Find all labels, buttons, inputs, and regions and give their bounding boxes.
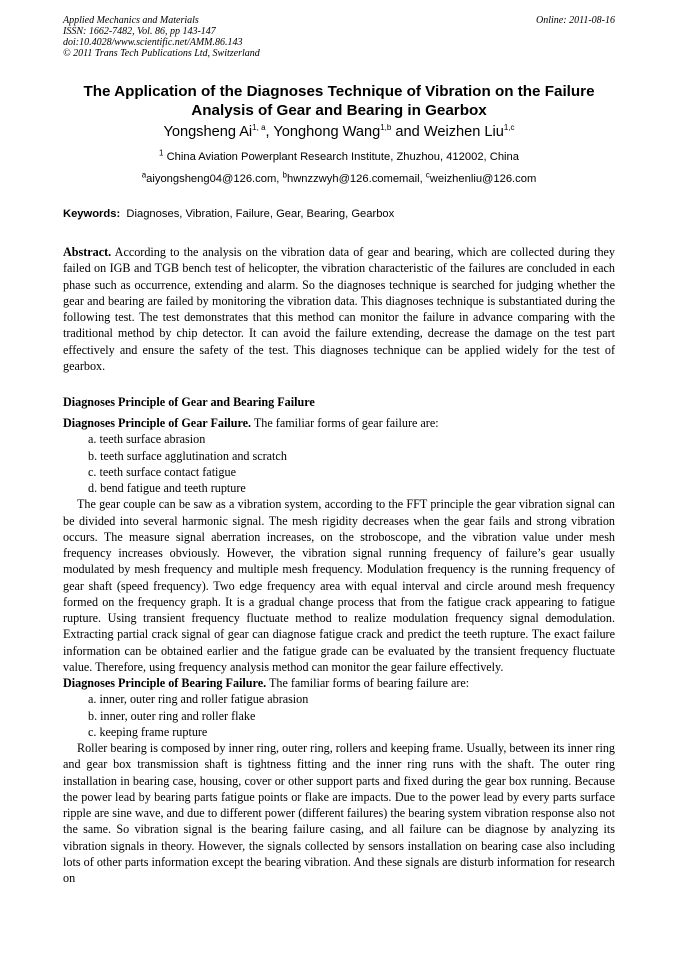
author-sup: 1,c <box>503 123 515 133</box>
online-date: Online: 2011-08-16 <box>536 15 615 26</box>
abstract-label: Abstract. <box>63 245 112 259</box>
keywords <box>63 207 394 222</box>
affiliation <box>60 149 618 165</box>
email-sup: a <box>141 170 147 180</box>
list-item: d. bend fatigue and teeth rupture <box>88 481 246 495</box>
author-list <box>60 122 618 142</box>
author-sup: 1, a <box>252 123 266 133</box>
doi-line: doi:10.4028/www.scientific.net/AMM.86.143 <box>63 37 243 48</box>
section-heading: Diagnoses Principle of Gear and Bearing Failure <box>63 395 315 409</box>
author-separator: and <box>391 124 424 140</box>
affiliation-sup: 1 <box>159 148 164 158</box>
list-item: a. inner, outer ring and roller fatigue abrasion <box>88 692 309 707</box>
abstract-text: According to the analysis on the vibration data of gear and bearing, which are collected during they failed on IGB and TGB bench test of helicopter, the vibration characteristic of the failures are concluded in each phase such as occurrence, extending and alarm. So the diagnoses technique is searched for judging whether the gear and bearing are failed by monitoring the vibration data. This diagnoses technique is substantiated during the following test. The test demonstrates that this method can monitor the failure in advance comparing with the traditional method by chip detector. It can avoid the failure extending, decrease the damage on the test part effectively and ensure the safety of the test. This diagnoses technique can be applied widely for the test of gearbox. <box>63 245 615 373</box>
author-name: Yonghong Wang <box>273 124 381 140</box>
gear-intro <box>63 415 615 431</box>
keywords-text: Diagnoses, Vibration, Failure, Gear, Bearing, Gearbox <box>126 208 395 220</box>
bearing-intro <box>63 675 615 691</box>
gear-intro-text: The familiar forms of gear failure are: <box>253 416 439 430</box>
author-sup: 1,b <box>380 123 392 133</box>
bearing-subheading: Diagnoses Principle of Bearing Failure. <box>63 676 267 690</box>
author-name: Yongsheng Ai <box>163 124 253 140</box>
email-sup: c <box>425 170 430 180</box>
list-item: b. inner, outer ring and roller flake <box>88 708 256 723</box>
gear-paragraph: The gear couple can be saw as a vibration system, according to the FFT principle the gear vibration signal can be divided into several harmonic signal. The mesh rigidity decreases when the gear fails and strong vibration occurs. The measure signal aberration increases, on the stroboscope, and the vibration value under mesh frequency increases obviously. However, the vibration signal running frequency of failure’s gear usually modulated by mesh frequency and multiple mesh frequency. Modulation frequency is the running frequency of gear shaft (speed frequency). Two edge frequency area with equal interval and circle around mesh frequency formed on the frequency graph. It is a gradual change process that from the fatigue crack appearing to fatigue rupture. Using transient frequency fluctuate method to realize modulation frequency signal demodulation. Extracting partial crack signal of gear can diagnose fatigue crack and predict the teeth rupture. The exact failure information can be obtained earlier and the fatigue grade can be evaluated by the transient frequency fluctuate value. Therefore, using frequency analysis method can monitor the gear failure effectively. <box>63 497 615 674</box>
copyright-line: © 2011 Trans Tech Publications Ltd, Switzerland <box>63 48 260 59</box>
author-name: Weizhen Liu <box>423 124 504 140</box>
list-item: c. keeping frame rupture <box>88 724 208 739</box>
paper-title: The Application of the Diagnoses Technique of Vibration on the Failure Analysis of Gear and Bearing in Gearbox <box>83 83 595 119</box>
email-sup: b <box>282 170 287 180</box>
issn-line: ISSN: 1662-7482, Vol. 86, pp 143-147 <box>63 26 216 37</box>
list-item: b. teeth surface agglutination and scratch <box>88 448 287 463</box>
bearing-intro-text: The familiar forms of bearing failure are: <box>268 676 470 690</box>
gear-subheading: Diagnoses Principle of Gear Failure. <box>63 416 252 430</box>
list-item: c. teeth surface contact fatigue <box>88 464 236 479</box>
email-text: hwnzzwyh@126.comemail, <box>286 173 426 185</box>
section-body <box>63 415 615 886</box>
author-separator: , <box>265 124 274 140</box>
journal-name: Applied Mechanics and Materials <box>63 15 199 26</box>
bearing-paragraph: Roller bearing is composed by inner ring, outer ring, rollers and keeping frame. Usually, between its inner ring and gear box transmission shaft is tightness fitting and the inner ring runs with the shaft. The outer ring installation in bearing case, housing, cover or other support parts and fixed during the gear box running. Because the power lead by bearing parts fatigue points or flake are impacts. Due to the power lead by every parts surface ripple are sine wave, and due to different power (different failures) the bearing system vibration response also not the same. So vibration signal is the bearing failure casing, and all failure can be diagnose by analyzing its vibration signals in theory. However, the signals collected by sensors installation on bearing case also including lots of other parts information except the bearing vibration. And these signals are disturb information for research on <box>63 741 615 885</box>
email-list <box>60 171 618 187</box>
keywords-label: Keywords: <box>63 208 121 220</box>
abstract <box>63 244 615 374</box>
affiliation-text: China Aviation Powerplant Research Institute, Zhuzhou, 412002, China <box>166 151 519 163</box>
list-item: a. teeth surface abrasion <box>88 432 206 447</box>
journal-info <box>63 15 260 59</box>
email-text: aiyongsheng04@126.com, <box>146 173 283 185</box>
email-text: weizhenliu@126.com <box>429 173 537 185</box>
